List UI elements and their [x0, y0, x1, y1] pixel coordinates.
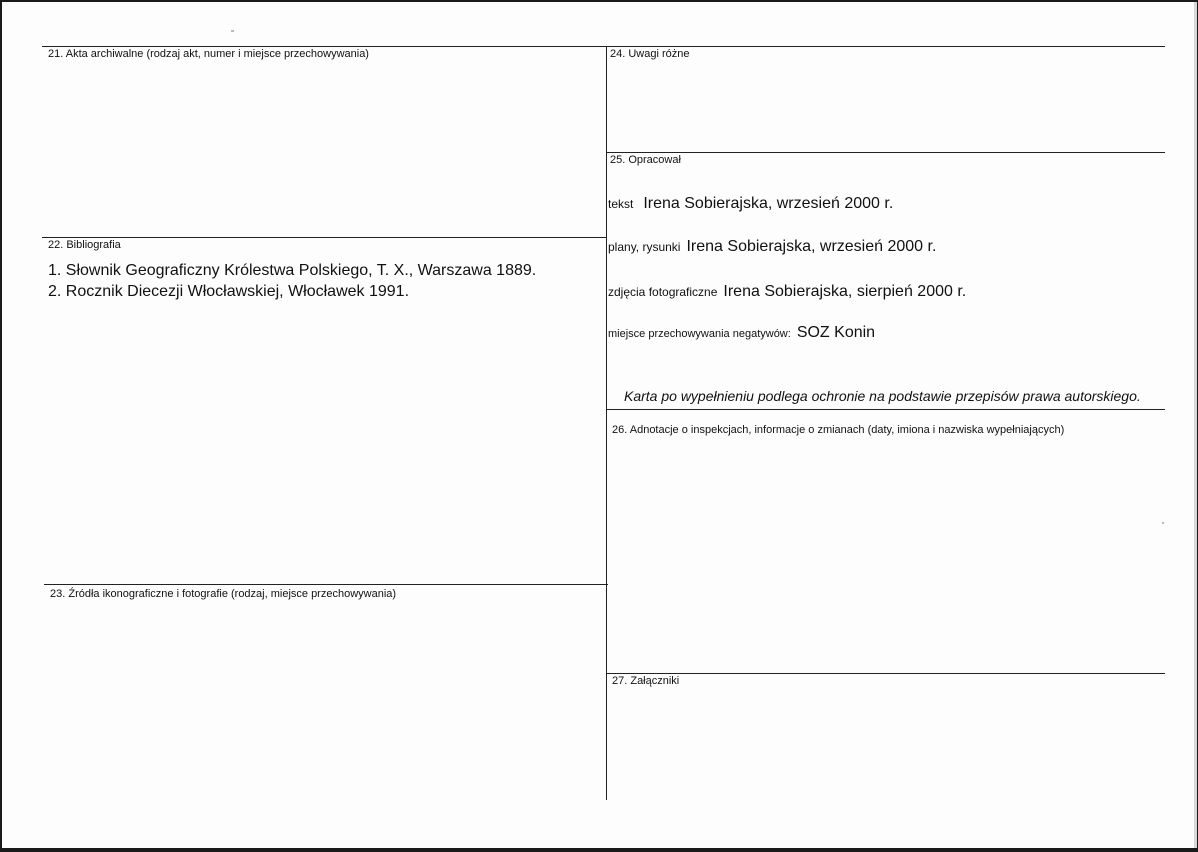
sec26-top-rule	[606, 409, 1165, 410]
sec22-label: 22. Bibliografia	[48, 239, 121, 251]
row-value: SOZ Konin	[796, 324, 876, 341]
author-row-negatives	[608, 324, 875, 342]
sec25-top-rule	[606, 152, 1165, 153]
scan-speck	[1162, 522, 1164, 524]
author-row-photos	[608, 283, 966, 301]
sec22-top-rule	[42, 237, 606, 238]
scan-speck	[231, 30, 234, 32]
sec21-top-rule	[42, 46, 606, 47]
author-row-text	[608, 195, 893, 213]
row-label: tekst	[608, 197, 634, 211]
sec27-top-rule	[606, 673, 1165, 674]
sec24-top-rule	[606, 46, 1165, 47]
bibliography-item: 1. Słownik Geograficzny Królestwa Polskiego, T. X., Warszawa 1889.	[48, 262, 537, 279]
bibliography-item: 2. Rocznik Diecezji Włocławskiej, Włocławek 1991.	[48, 283, 410, 300]
sec24-label: 24. Uwagi różne	[610, 48, 690, 60]
sec21-label: 21. Akta archiwalne (rodzaj akt, numer i miejsce przechowywania)	[48, 48, 369, 60]
document-page	[2, 2, 1197, 848]
row-label: zdjęcia fotograficzne	[608, 285, 718, 299]
sec23-top-rule	[44, 584, 608, 585]
row-value: Irena Sobierajska, sierpień 2000 r.	[723, 283, 967, 300]
row-value: Irena Sobierajska, wrzesień 2000 r.	[686, 238, 937, 255]
row-value: Irena Sobierajska, wrzesień 2000 r.	[643, 195, 894, 212]
sec27-label: 27. Załączniki	[612, 675, 680, 687]
sec26-label: 26. Adnotacje o inspekcjach, informacje o zmianach (daty, imiona i nazwiska wypełniających)	[612, 424, 1065, 436]
sec25-label: 25. Opracował	[610, 154, 681, 166]
row-label: plany, rysunki	[608, 240, 681, 254]
author-row-plans	[608, 238, 936, 256]
column-divider	[606, 46, 607, 800]
copyright-note: Karta po wypełnieniu podlega ochronie na podstawie przepisów prawa autorskiego.	[624, 388, 1141, 404]
sec23-label: 23. Źródła ikonograficzne i fotografie (rodzaj, miejsce przechowywania)	[50, 588, 397, 600]
row-label: miejsce przechowywania negatywów:	[608, 328, 791, 340]
